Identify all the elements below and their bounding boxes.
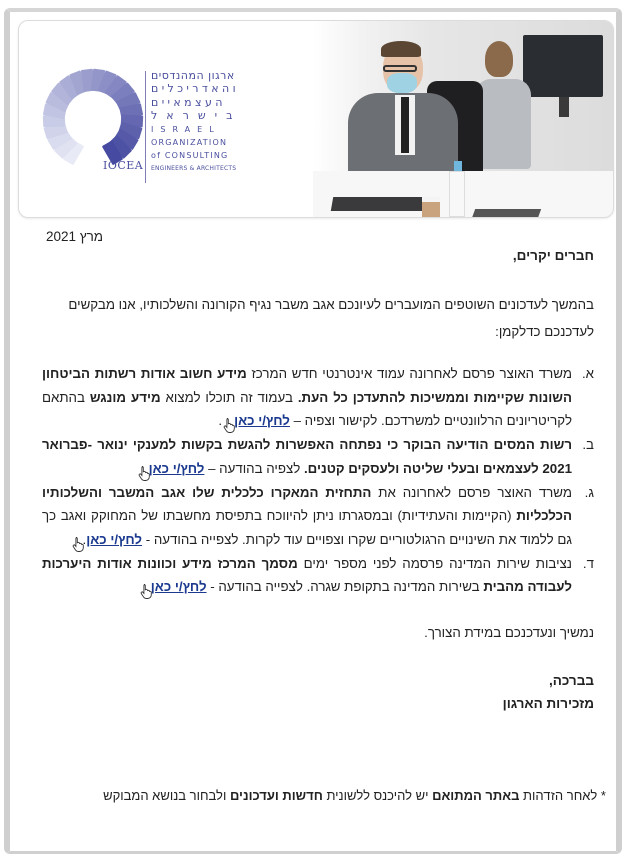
logo-hebrew-line: ארגון המהנדסים — [151, 69, 235, 82]
logo-english-line: of CONSULTING — [151, 150, 229, 160]
signature: מזכירות הארגון — [502, 696, 594, 711]
list-item: ב. רשות המסים הודיעה הבוקר כי נפתחה האפשרות להגשת בקשות למענקי ינואר -פברואר 2021 לעצמאים ובעלי שליטה ולעסקים קטנים. לצפיה בהודעה – לחץ/י כאן — [42, 433, 594, 481]
click-here-link[interactable]: לחץ/י כאן — [86, 531, 143, 547]
logo-hebrew-line: והאדריכלים — [151, 82, 240, 96]
iocea-logo — [41, 47, 241, 187]
logo-english-line: ENGINEERS & ARCHITECTS — [151, 164, 237, 172]
list-item: ג. משרד האוצר פרסם לאחרונה את התחזית המאקרו כלכלית שלו אגב המשבר והשלכותיו הכלכליות (הקיימות והעתידיות) ובמסגרתו ניתן להיווכח בתפיסת מחשבתו של המחוקק ואגב כך גם ללמוד את השינויים הרגולטוריים שקרו וצפויים עוד לקרות. לצפייה בהודעה - לחץ/י כאן. — [42, 481, 594, 552]
click-here-link[interactable]: לחץ/י כאן — [148, 460, 205, 476]
updates-list — [42, 362, 594, 599]
logo-english-line: ISRAEL — [151, 124, 221, 134]
list-item: ד. נציבות שירות המדינה פרסמה לפני מספר ימים מסמך המרכז מידע וכוונות אודות היערכות לעבודה מהבית בשירות המדינה בתקופת שגרה. לצפייה בהודעה - לחץ/י כאן — [42, 552, 594, 600]
list-item: א. משרד האוצר פרסם לאחרונה עמוד אינטרנטי חדש המרכז מידע חשוב אודות רשתות הביטחון השונות שקיימות וממשיכות להתעדכן כל העת. בעמוד זה תוכלו למצוא מידע מונגש בהתאם לקריטריונים הרלוונטיים למשרדכם. לקישור וצפיה – לחץ/י כאן. — [42, 362, 594, 433]
footnote: * לאחר הזדהות באתר המתואם יש להיכנס ללשונית חדשות ועדכונים ולבחור בנושא המבוקש — [103, 788, 606, 803]
logo-divider — [145, 71, 146, 183]
header-banner — [18, 20, 614, 218]
list-marker: א. — [581, 366, 594, 381]
header-photo — [313, 21, 613, 217]
logo-text — [151, 69, 243, 175]
click-here-link[interactable]: לחץ/י כאן — [234, 413, 290, 428]
logo-english-line: ORGANIZATION — [151, 137, 228, 147]
logo-ring-icon — [43, 69, 143, 169]
logo-acronym: IOCEA — [103, 159, 144, 172]
logo-hebrew-line: העצמאיים — [151, 95, 226, 109]
signoff: בברכה, — [548, 673, 594, 688]
closing-line: נמשיך ונעדכנכם במידת הצורך. — [424, 625, 594, 640]
list-marker: ד. — [582, 555, 594, 571]
logo-hebrew-line: בישראל — [151, 109, 242, 123]
list-marker: ב. — [582, 437, 594, 452]
letter-date: מרץ 2021 — [46, 229, 104, 244]
click-here-link[interactable]: לחץ/י כאן — [150, 579, 207, 594]
list-marker: ג. — [584, 484, 594, 500]
intro-paragraph: בהמשך לעדכונים השוטפים המועברים לעיונכם אגב משבר נגיף הקורונה והשלכותיו, אנו מבקשים לעדכנכם כדלקמן: — [68, 297, 594, 339]
greeting: חברים יקרים, — [512, 248, 594, 263]
